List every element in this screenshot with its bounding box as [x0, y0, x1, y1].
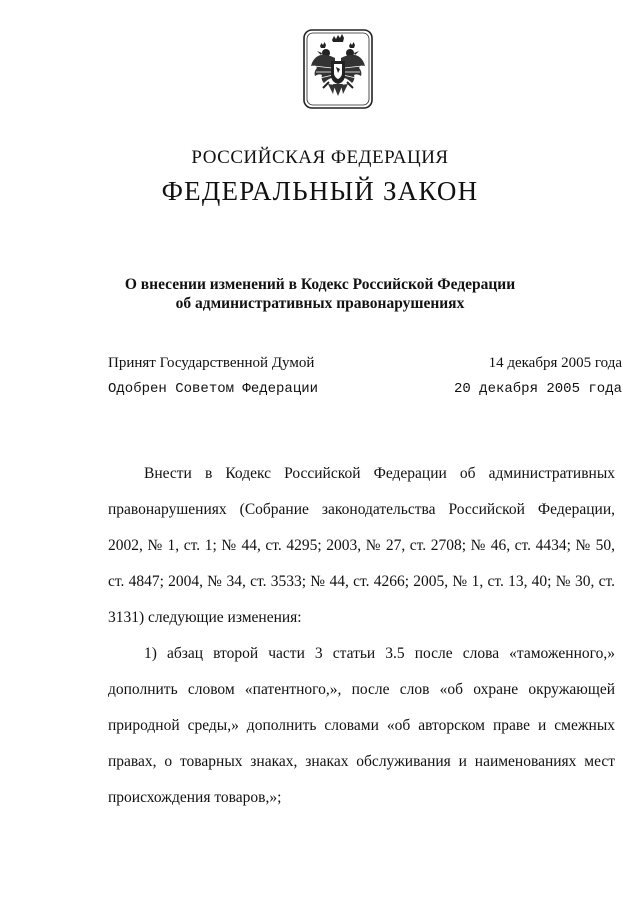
law-title-line-2: об административных правонарушениях: [175, 295, 465, 312]
state-name-heading: РОССИЙСКАЯ ФЕДЕРАЦИЯ: [191, 147, 449, 168]
approval-date: 20 декабря 2005 года: [453, 381, 622, 397]
adoption-date: 14 декабря 2005 года: [488, 355, 622, 371]
law-body: [108, 456, 615, 816]
approval-label: Одобрен Советом Федерации: [108, 381, 319, 397]
double-headed-eagle-emblem-icon: [302, 28, 374, 110]
adoption-label: Принят Государственной Думой: [108, 355, 315, 371]
state-emblem: [302, 28, 374, 110]
law-type-heading: ФЕДЕРАЛЬНЫЙ ЗАКОН: [161, 176, 479, 206]
body-paragraph: Внести в Кодекс Российской Федерации об административных правонарушениях (Собрание законодательства Российской Федерации, 2002, № 1, ст. 1; № 44, ст. 4295; 2003, № 27, ст. 2708; № 46, ст. 4434; № 50, ст. 4847; 2004, № 34, ст. 3533; № 44, ст. 4266; 2005, № 1, ст. 13, 40; № 30, ст. 3131) следующие изменения:: [108, 465, 615, 626]
law-title: [0, 275, 640, 313]
law-title-line-1: О внесении изменений в Кодекс Российской Федерации: [124, 276, 516, 293]
body-paragraph: 1) абзац второй части 3 статьи 3.5 после слова «таможенного,» дополнить словом «патентного,», после слов «об охране окружающей природной среды,» дополнить словами «об авторском праве и смежных правах, о товарных знаках, знаках обслуживания и наименованиях мест происхождения товаров,»;: [108, 645, 615, 806]
